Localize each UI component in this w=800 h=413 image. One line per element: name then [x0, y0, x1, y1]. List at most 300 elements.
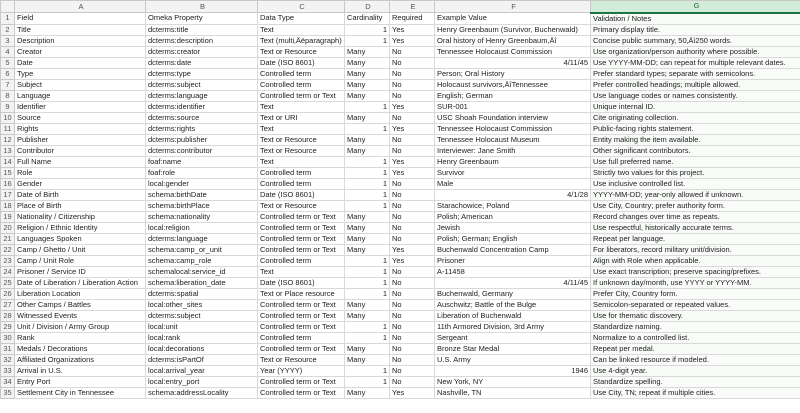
cell-a28[interactable]: Witnessed Events	[15, 310, 146, 321]
cell-g17[interactable]: YYYY-MM-DD; year-only allowed if unknown.	[591, 189, 800, 200]
select-all-corner[interactable]	[1, 1, 15, 13]
cell-c18[interactable]: Text or Resource	[258, 200, 345, 211]
cell-f33[interactable]: 1946	[435, 365, 591, 376]
cell-g29[interactable]: Standardize naming.	[591, 321, 800, 332]
cell-g4[interactable]: Use organization/person authority where possible.	[591, 46, 800, 57]
cell-c19[interactable]: Controlled term or Text	[258, 211, 345, 222]
cell-b16[interactable]: local:gender	[146, 178, 258, 189]
cell-a33[interactable]: Arrival in U.S.	[15, 365, 146, 376]
row-header[interactable]: 6	[1, 68, 15, 79]
cell-d35[interactable]: Many	[345, 387, 390, 398]
cell-g32[interactable]: Can be linked resource if modeled.	[591, 354, 800, 365]
cell-g28[interactable]: Use for thematic discovery.	[591, 310, 800, 321]
cell-b27[interactable]: local:other_sites	[146, 299, 258, 310]
cell-b33[interactable]: local:arrival_year	[146, 365, 258, 376]
cell-c17[interactable]: Date (ISO 8601)	[258, 189, 345, 200]
cell-d13[interactable]: Many	[345, 145, 390, 156]
cell-f23[interactable]: Prisoner	[435, 255, 591, 266]
cell-b13[interactable]: dcterms:contributor	[146, 145, 258, 156]
cell-d29[interactable]: 1	[345, 321, 390, 332]
cell-c22[interactable]: Controlled term or Text	[258, 244, 345, 255]
cell-c4[interactable]: Text or Resource	[258, 46, 345, 57]
cell-d34[interactable]: 1	[345, 376, 390, 387]
cell-f28[interactable]: Liberation of Buchenwald	[435, 310, 591, 321]
cell-c11[interactable]: Text	[258, 123, 345, 134]
cell-f13[interactable]: Interviewer: Jane Smith	[435, 145, 591, 156]
cell-e34[interactable]: No	[390, 376, 435, 387]
cell-d8[interactable]: Many	[345, 90, 390, 101]
cell-e30[interactable]: No	[390, 332, 435, 343]
cell-a24[interactable]: Prisoner / Service ID	[15, 266, 146, 277]
cell-e12[interactable]: No	[390, 134, 435, 145]
cell-d21[interactable]: Many	[345, 233, 390, 244]
cell-b20[interactable]: local:religion	[146, 222, 258, 233]
cell-e10[interactable]: No	[390, 112, 435, 123]
cell-g15[interactable]: Strictly two values for this project.	[591, 167, 800, 178]
cell-d33[interactable]: 1	[345, 365, 390, 376]
cell-b11[interactable]: dcterms:rights	[146, 123, 258, 134]
cell-f16[interactable]: Male	[435, 178, 591, 189]
row-header[interactable]: 13	[1, 145, 15, 156]
row-header[interactable]: 26	[1, 288, 15, 299]
cell-a10[interactable]: Source	[15, 112, 146, 123]
cell-e19[interactable]: No	[390, 211, 435, 222]
cell-a9[interactable]: Identifier	[15, 101, 146, 112]
cell-f34[interactable]: New York, NY	[435, 376, 591, 387]
cell-b8[interactable]: dcterms:language	[146, 90, 258, 101]
cell-e6[interactable]: No	[390, 68, 435, 79]
cell-a27[interactable]: Other Camps / Battles	[15, 299, 146, 310]
cell-e3[interactable]: Yes	[390, 35, 435, 46]
cell-e2[interactable]: Yes	[390, 24, 435, 35]
cell-g7[interactable]: Prefer controlled headings; multiple allowed.	[591, 79, 800, 90]
cell-d24[interactable]: 1	[345, 266, 390, 277]
cell-c2[interactable]: Text	[258, 24, 345, 35]
cell-b18[interactable]: schema:birthPlace	[146, 200, 258, 211]
cell-g22[interactable]: For liberators, record military unit/division.	[591, 244, 800, 255]
cell-c28[interactable]: Controlled term or Text	[258, 310, 345, 321]
row-header[interactable]: 16	[1, 178, 15, 189]
cell-a13[interactable]: Contributor	[15, 145, 146, 156]
table-row	[1, 24, 800, 35]
row-header[interactable]: 3	[1, 35, 15, 46]
cell-c32[interactable]: Text or Resource	[258, 354, 345, 365]
cell-g11[interactable]: Public-facing rights statement.	[591, 123, 800, 134]
cell-c20[interactable]: Controlled term or Text	[258, 222, 345, 233]
cell-e15[interactable]: Yes	[390, 167, 435, 178]
cell-e17[interactable]: No	[390, 189, 435, 200]
cell-f22[interactable]: Buchenwald Concentration Camp	[435, 244, 591, 255]
row-header[interactable]: 10	[1, 112, 15, 123]
cell-c34[interactable]: Controlled term or Text	[258, 376, 345, 387]
cell-f27[interactable]: Auschwitz; Battle of the Bulge	[435, 299, 591, 310]
cell-a23[interactable]: Camp / Unit Role	[15, 255, 146, 266]
row-header[interactable]: 24	[1, 266, 15, 277]
cell-f14[interactable]: Henry Greenbaum	[435, 156, 591, 167]
cell-e4[interactable]: No	[390, 46, 435, 57]
cell-c26[interactable]: Text or Place resource	[258, 288, 345, 299]
table-row	[1, 222, 800, 233]
cell-e11[interactable]: Yes	[390, 123, 435, 134]
cell-b28[interactable]: dcterms:subject	[146, 310, 258, 321]
row-header[interactable]: 2	[1, 24, 15, 35]
cell-c5[interactable]: Date (ISO 8601)	[258, 57, 345, 68]
cell-a31[interactable]: Medals / Decorations	[15, 343, 146, 354]
cell-c21[interactable]: Controlled term or Text	[258, 233, 345, 244]
cell-a12[interactable]: Publisher	[15, 134, 146, 145]
cell-c1[interactable]: Data Type	[258, 13, 345, 25]
cell-e23[interactable]: Yes	[390, 255, 435, 266]
cell-a2[interactable]: Title	[15, 24, 146, 35]
cell-g35[interactable]: Use City, TN; repeat if multiple cities.	[591, 387, 800, 398]
cell-a8[interactable]: Language	[15, 90, 146, 101]
row-header[interactable]: 23	[1, 255, 15, 266]
cell-g21[interactable]: Repeat per language.	[591, 233, 800, 244]
cell-d11[interactable]: 1	[345, 123, 390, 134]
cell-d5[interactable]: Many	[345, 57, 390, 68]
cell-g10[interactable]: Cite originating collection.	[591, 112, 800, 123]
row-header[interactable]: 4	[1, 46, 15, 57]
cell-e35[interactable]: Yes	[390, 387, 435, 398]
cell-c14[interactable]: Text	[258, 156, 345, 167]
cell-c10[interactable]: Text or URI	[258, 112, 345, 123]
cell-f9[interactable]: SUR-001	[435, 101, 591, 112]
column-header-d[interactable]: D	[345, 1, 390, 13]
cell-e25[interactable]: No	[390, 277, 435, 288]
cell-a25[interactable]: Date of Liberation / Liberation Action	[15, 277, 146, 288]
cell-e27[interactable]: No	[390, 299, 435, 310]
cell-b10[interactable]: dcterms:source	[146, 112, 258, 123]
cell-d2[interactable]: 1	[345, 24, 390, 35]
cell-e5[interactable]: No	[390, 57, 435, 68]
table-row	[1, 112, 800, 123]
cell-e32[interactable]: No	[390, 354, 435, 365]
cell-e31[interactable]: No	[390, 343, 435, 354]
row-header[interactable]: 30	[1, 332, 15, 343]
cell-c6[interactable]: Controlled term	[258, 68, 345, 79]
cell-g8[interactable]: Use language codes or names consistently.	[591, 90, 800, 101]
cell-a7[interactable]: Subject	[15, 79, 146, 90]
cell-d7[interactable]: Many	[345, 79, 390, 90]
cell-a18[interactable]: Place of Birth	[15, 200, 146, 211]
cell-f12[interactable]: Tennessee Holocaust Museum	[435, 134, 591, 145]
cell-f5[interactable]: 4/11/45	[435, 57, 591, 68]
cell-b1[interactable]: Omeka Property	[146, 13, 258, 25]
cell-f15[interactable]: Survivor	[435, 167, 591, 178]
column-header-g[interactable]: G	[591, 1, 800, 13]
cell-g25[interactable]: If unknown day/month, use YYYY or YYYY-MM.	[591, 277, 800, 288]
cell-b29[interactable]: local:unit	[146, 321, 258, 332]
row-header[interactable]: 8	[1, 90, 15, 101]
row-header[interactable]: 27	[1, 299, 15, 310]
cell-c13[interactable]: Text or Resource	[258, 145, 345, 156]
cell-e16[interactable]: No	[390, 178, 435, 189]
row-header[interactable]: 20	[1, 222, 15, 233]
cell-f29[interactable]: 11th Armored Division, 3rd Army	[435, 321, 591, 332]
row-header[interactable]: 11	[1, 123, 15, 134]
cell-g1[interactable]: Validation / Notes	[591, 13, 800, 25]
cell-e24[interactable]: No	[390, 266, 435, 277]
cell-f26[interactable]: Buchenwald, Germany	[435, 288, 591, 299]
cell-b7[interactable]: dcterms:subject	[146, 79, 258, 90]
cell-e28[interactable]: No	[390, 310, 435, 321]
cell-c9[interactable]: Text	[258, 101, 345, 112]
cell-a5[interactable]: Date	[15, 57, 146, 68]
row-header[interactable]: 5	[1, 57, 15, 68]
cell-a32[interactable]: Affiliated Organizations	[15, 354, 146, 365]
table-row	[1, 277, 800, 288]
cell-g24[interactable]: Use exact transcription; preserve spacing/prefixes.	[591, 266, 800, 277]
row-header[interactable]: 25	[1, 277, 15, 288]
cell-a35[interactable]: Settlement City in Tennessee	[15, 387, 146, 398]
row-header[interactable]: 9	[1, 101, 15, 112]
cell-b14[interactable]: foaf:name	[146, 156, 258, 167]
cell-e9[interactable]: Yes	[390, 101, 435, 112]
cell-e20[interactable]: No	[390, 222, 435, 233]
cell-c25[interactable]: Date (ISO 8601)	[258, 277, 345, 288]
cell-f17[interactable]: 4/1/28	[435, 189, 591, 200]
cell-e8[interactable]: No	[390, 90, 435, 101]
row-header[interactable]: 12	[1, 134, 15, 145]
cell-g3[interactable]: Concise public summary, 50‚Äì250 words.	[591, 35, 800, 46]
row-header[interactable]: 35	[1, 387, 15, 398]
cell-e1[interactable]: Required	[390, 13, 435, 25]
cell-f21[interactable]: Polish; German; English	[435, 233, 591, 244]
cell-f24[interactable]: A-11458	[435, 266, 591, 277]
column-header-f[interactable]: F	[435, 1, 591, 13]
column-header-a[interactable]: A	[15, 1, 146, 13]
cell-a21[interactable]: Languages Spoken	[15, 233, 146, 244]
row-header[interactable]: 21	[1, 233, 15, 244]
cell-b3[interactable]: dcterms:description	[146, 35, 258, 46]
cell-a11[interactable]: Rights	[15, 123, 146, 134]
cell-a34[interactable]: Entry Port	[15, 376, 146, 387]
cell-a17[interactable]: Date of Birth	[15, 189, 146, 200]
cell-b23[interactable]: schema:camp_role	[146, 255, 258, 266]
cell-b26[interactable]: dcterms:spatial	[146, 288, 258, 299]
cell-b35[interactable]: schema:addressLocality	[146, 387, 258, 398]
cell-f3[interactable]: Oral history of Henry Greenbaum,Äî	[435, 35, 591, 46]
cell-f8[interactable]: English; German	[435, 90, 591, 101]
cell-b24[interactable]: schemalocal:service_id	[146, 266, 258, 277]
cell-g23[interactable]: Align with Role when applicable.	[591, 255, 800, 266]
cell-e21[interactable]: No	[390, 233, 435, 244]
cell-d19[interactable]: Many	[345, 211, 390, 222]
cell-b6[interactable]: dcterms:type	[146, 68, 258, 79]
cell-b15[interactable]: foaf:role	[146, 167, 258, 178]
cell-a15[interactable]: Role	[15, 167, 146, 178]
cell-c33[interactable]: Year (YYYY)	[258, 365, 345, 376]
cell-g13[interactable]: Other significant contributors.	[591, 145, 800, 156]
cell-d1[interactable]: Cardinality	[345, 13, 390, 25]
cell-g34[interactable]: Standardize spelling.	[591, 376, 800, 387]
cell-e26[interactable]: No	[390, 288, 435, 299]
cell-c35[interactable]: Controlled term or Text	[258, 387, 345, 398]
cell-d9[interactable]: 1	[345, 101, 390, 112]
row-header[interactable]: 7	[1, 79, 15, 90]
cell-a14[interactable]: Full Name	[15, 156, 146, 167]
cell-d31[interactable]: Many	[345, 343, 390, 354]
cell-c27[interactable]: Controlled term or Text	[258, 299, 345, 310]
cell-e29[interactable]: No	[390, 321, 435, 332]
cell-f31[interactable]: Bronze Star Medal	[435, 343, 591, 354]
row-header[interactable]: 17	[1, 189, 15, 200]
cell-g14[interactable]: Use full preferred name.	[591, 156, 800, 167]
cell-d14[interactable]: 1	[345, 156, 390, 167]
column-header-e[interactable]: E	[390, 1, 435, 13]
cell-d4[interactable]: Many	[345, 46, 390, 57]
cell-d25[interactable]: 1	[345, 277, 390, 288]
cell-c3[interactable]: Text (multi‚Äëparagraph)	[258, 35, 345, 46]
cell-d27[interactable]: Many	[345, 299, 390, 310]
cell-e13[interactable]: No	[390, 145, 435, 156]
cell-e7[interactable]: No	[390, 79, 435, 90]
cell-f6[interactable]: Person; Oral History	[435, 68, 591, 79]
cell-g19[interactable]: Record changes over time as repeats.	[591, 211, 800, 222]
row-header[interactable]: 34	[1, 376, 15, 387]
cell-a16[interactable]: Gender	[15, 178, 146, 189]
cell-d20[interactable]: Many	[345, 222, 390, 233]
row-header[interactable]: 14	[1, 156, 15, 167]
cell-d28[interactable]: Many	[345, 310, 390, 321]
cell-g18[interactable]: Use City, Country; prefer authority form.	[591, 200, 800, 211]
cell-e18[interactable]: No	[390, 200, 435, 211]
cell-a3[interactable]: Description	[15, 35, 146, 46]
cell-c15[interactable]: Controlled term	[258, 167, 345, 178]
cell-g9[interactable]: Unique internal ID.	[591, 101, 800, 112]
cell-f19[interactable]: Polish; American	[435, 211, 591, 222]
cell-d17[interactable]: 1	[345, 189, 390, 200]
table-row	[1, 167, 800, 178]
column-header-c[interactable]: C	[258, 1, 345, 13]
cell-c24[interactable]: Text	[258, 266, 345, 277]
cell-c29[interactable]: Controlled term or Text	[258, 321, 345, 332]
cell-f30[interactable]: Sergeant	[435, 332, 591, 343]
row-header[interactable]: 19	[1, 211, 15, 222]
cell-c30[interactable]: Controlled term	[258, 332, 345, 343]
cell-f2[interactable]: Henry Greenbaum (Survivor, Buchenwald)	[435, 24, 591, 35]
cell-f7[interactable]: Holocaust survivors,ÄîTennessee	[435, 79, 591, 90]
cell-b19[interactable]: schema:nationality	[146, 211, 258, 222]
cell-f32[interactable]: U.S. Army	[435, 354, 591, 365]
cell-b4[interactable]: dcterms:creator	[146, 46, 258, 57]
cell-f25[interactable]: 4/11/45	[435, 277, 591, 288]
table-row	[1, 321, 800, 332]
row-header[interactable]: 15	[1, 167, 15, 178]
cell-d23[interactable]: 1	[345, 255, 390, 266]
cell-d22[interactable]: Many	[345, 244, 390, 255]
row-header[interactable]: 32	[1, 354, 15, 365]
cell-f1[interactable]: Example Value	[435, 13, 591, 25]
cell-e22[interactable]: Yes	[390, 244, 435, 255]
cell-f4[interactable]: Tennessee Holocaust Commission	[435, 46, 591, 57]
row-header[interactable]: 33	[1, 365, 15, 376]
cell-d30[interactable]: 1	[345, 332, 390, 343]
cell-a20[interactable]: Religion / Ethnic Identity	[15, 222, 146, 233]
cell-f11[interactable]: Tennessee Holocaust Commission	[435, 123, 591, 134]
cell-b32[interactable]: dcterms:isPartOf	[146, 354, 258, 365]
cell-g5[interactable]: Use YYYY-MM-DD; can repeat for multiple relevant dates.	[591, 57, 800, 68]
cell-d10[interactable]: Many	[345, 112, 390, 123]
cell-a4[interactable]: Creator	[15, 46, 146, 57]
cell-b12[interactable]: dcterms:publisher	[146, 134, 258, 145]
cell-d18[interactable]: 1	[345, 200, 390, 211]
cell-b34[interactable]: local:entry_port	[146, 376, 258, 387]
table-row	[1, 189, 800, 200]
cell-g20[interactable]: Use respectful, historically accurate terms.	[591, 222, 800, 233]
cell-c23[interactable]: Controlled term	[258, 255, 345, 266]
table-row	[1, 134, 800, 145]
cell-d6[interactable]: Many	[345, 68, 390, 79]
cell-d12[interactable]: Many	[345, 134, 390, 145]
cell-g12[interactable]: Entity making the item available.	[591, 134, 800, 145]
cell-a26[interactable]: Liberation Location	[15, 288, 146, 299]
cell-d15[interactable]: 1	[345, 167, 390, 178]
cell-f18[interactable]: Starachowice, Poland	[435, 200, 591, 211]
cell-b5[interactable]: dcterms:date	[146, 57, 258, 68]
cell-g31[interactable]: Repeat per medal.	[591, 343, 800, 354]
table-row	[1, 233, 800, 244]
cell-e33[interactable]: No	[390, 365, 435, 376]
cell-b17[interactable]: schema:birthDate	[146, 189, 258, 200]
row-header[interactable]: 1	[1, 13, 15, 25]
cell-b21[interactable]: dcterms:language	[146, 233, 258, 244]
cell-a6[interactable]: Type	[15, 68, 146, 79]
cell-f20[interactable]: Jewish	[435, 222, 591, 233]
cell-g2[interactable]: Primary display title.	[591, 24, 800, 35]
cell-a30[interactable]: Rank	[15, 332, 146, 343]
column-header-b[interactable]: B	[146, 1, 258, 13]
cell-c12[interactable]: Text or Resource	[258, 134, 345, 145]
cell-b2[interactable]: dcterms:title	[146, 24, 258, 35]
row-header[interactable]: 18	[1, 200, 15, 211]
cell-b30[interactable]: local:rank	[146, 332, 258, 343]
cell-a1[interactable]: Field	[15, 13, 146, 25]
cell-b9[interactable]: dcterms:identifier	[146, 101, 258, 112]
cell-c31[interactable]: Controlled term or Text	[258, 343, 345, 354]
cell-a29[interactable]: Unit / Division / Army Group	[15, 321, 146, 332]
cell-g30[interactable]: Normalize to a controlled list.	[591, 332, 800, 343]
cell-e14[interactable]: Yes	[390, 156, 435, 167]
row-header[interactable]: 31	[1, 343, 15, 354]
row-header[interactable]: 28	[1, 310, 15, 321]
cell-d26[interactable]: 1	[345, 288, 390, 299]
cell-c7[interactable]: Controlled term	[258, 79, 345, 90]
table-row	[1, 244, 800, 255]
cell-g26[interactable]: Prefer City, Country form.	[591, 288, 800, 299]
cell-a22[interactable]: Camp / Ghetto / Unit	[15, 244, 146, 255]
cell-a19[interactable]: Nationality / Citizenship	[15, 211, 146, 222]
cell-f10[interactable]: USC Shoah Foundation interview	[435, 112, 591, 123]
cell-b31[interactable]: local:decorations	[146, 343, 258, 354]
cell-g33[interactable]: Use 4-digit year.	[591, 365, 800, 376]
cell-c8[interactable]: Controlled term or Text	[258, 90, 345, 101]
cell-f35[interactable]: Nashville, TN	[435, 387, 591, 398]
cell-d16[interactable]: 1	[345, 178, 390, 189]
cell-b25[interactable]: schema:liberation_date	[146, 277, 258, 288]
table-row	[1, 145, 800, 156]
cell-d3[interactable]: 1	[345, 35, 390, 46]
cell-c16[interactable]: Controlled term	[258, 178, 345, 189]
row-header[interactable]: 22	[1, 244, 15, 255]
cell-g6[interactable]: Prefer standard types; separate with semicolons.	[591, 68, 800, 79]
cell-g27[interactable]: Semicolon-separated or repeated values.	[591, 299, 800, 310]
table-row	[1, 299, 800, 310]
cell-d32[interactable]: Many	[345, 354, 390, 365]
cell-g16[interactable]: Use inclusive controlled list.	[591, 178, 800, 189]
row-header[interactable]: 29	[1, 321, 15, 332]
cell-b22[interactable]: schema:camp_or_unit	[146, 244, 258, 255]
